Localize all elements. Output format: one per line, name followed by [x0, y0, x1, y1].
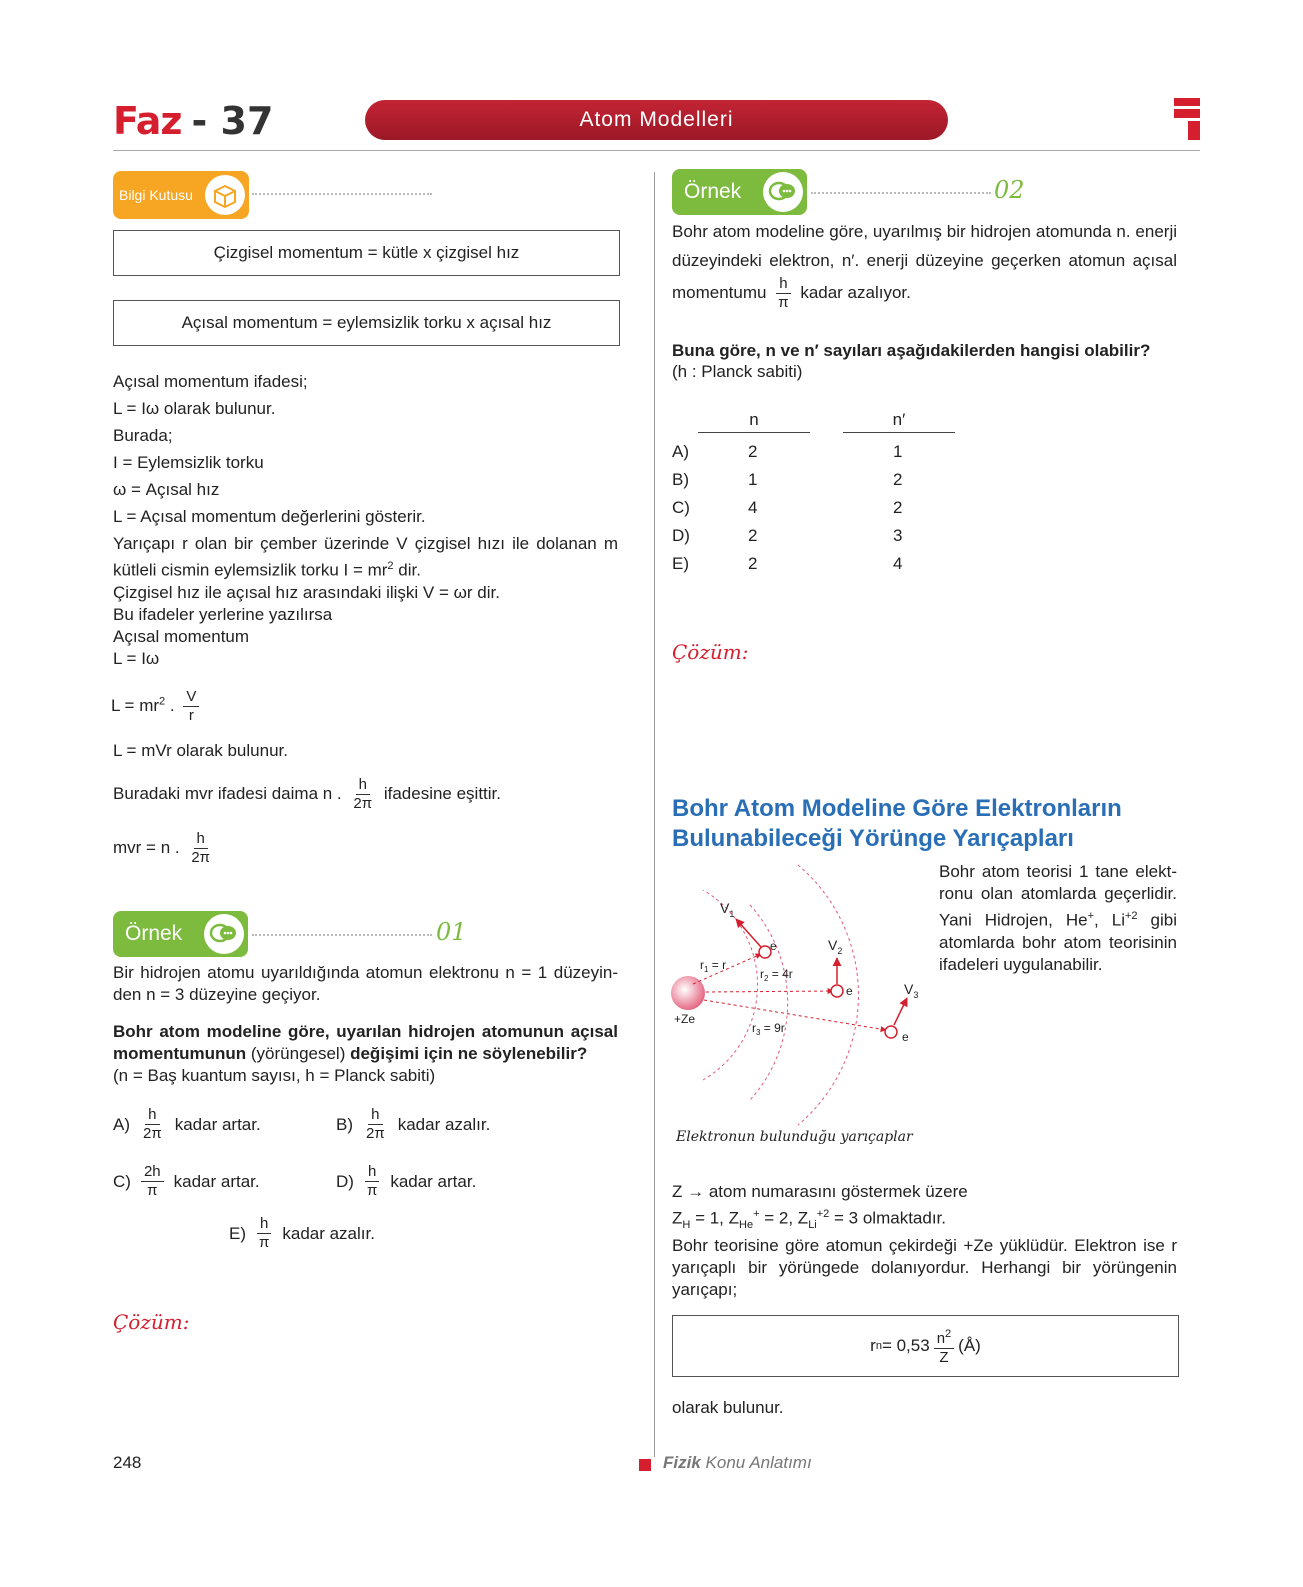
equation-2: L = mVr olarak bulunur. [113, 741, 288, 760]
ornek-01-label: Örnek [125, 922, 183, 945]
z-c: = 2, Z [759, 1208, 809, 1228]
logo-word: Faz [113, 99, 182, 143]
eq3-num: h [356, 776, 370, 795]
equation-4 [113, 830, 217, 867]
z-li-sup: +2 [816, 1208, 830, 1220]
bilgi-kutusu-label: Bilgi Kutusu [119, 187, 193, 203]
cozum-label-1: Çözüm: [113, 1310, 190, 1334]
side-sup-1: + [1087, 910, 1094, 922]
frac-den: π [366, 1182, 378, 1199]
eq3-den: 2π [353, 795, 373, 812]
q1-part-a: Bohr atom modeline göre, uyarılan hidrojen atomunun açısal momentumunun [113, 1022, 618, 1063]
logo-number: - 37 [191, 99, 274, 143]
ornek-02-badge [672, 169, 807, 215]
header-rule [113, 150, 1200, 151]
equation-3 [113, 776, 501, 813]
side-text-c: gibi atomlarda bohr atom teorisinin ifadeleri uygulanabilir. [939, 910, 1177, 974]
ornek-01-note: (n = Baş kuantum sayısı, h = Planck sabiti) [113, 1066, 436, 1085]
eq4-den: 2π [191, 849, 211, 866]
column-divider [654, 172, 655, 1457]
frac-num: h [368, 1106, 382, 1125]
table-row[interactable] [672, 554, 972, 582]
row-n: 1 [748, 470, 758, 489]
option-fraction [364, 1163, 380, 1200]
nucleus-label: +Ze [674, 1012, 696, 1026]
option-text: kadar azalır. [282, 1223, 375, 1243]
formula-unit: (Å) [958, 1336, 981, 1355]
velocity-1 [736, 919, 761, 947]
row-letter: A) [672, 442, 689, 461]
e1-label: e [770, 939, 777, 953]
frac-den: 2π [366, 1125, 385, 1142]
formula-sub: n [875, 1340, 882, 1352]
line-6: L = Açısal momentum değerlerini gösterir. [113, 507, 426, 526]
radius-3 [704, 1000, 886, 1030]
option-fraction [363, 1106, 388, 1143]
formula-coef: = 0,53 [881, 1336, 930, 1355]
row-letter: C) [672, 498, 690, 517]
page-number: 248 [113, 1453, 142, 1472]
q1-part-b: (yörüngesel) [246, 1044, 351, 1063]
formula-num-sup: 2 [945, 1328, 952, 1340]
eq4-num: h [194, 830, 208, 849]
z-h-sub: H [682, 1219, 691, 1232]
diagram-caption: Elektronun bulunduğu yarıçaplar [676, 1129, 913, 1145]
paragraph-inertia [113, 533, 618, 582]
formula-num [934, 1325, 954, 1349]
row-n: 4 [748, 498, 758, 517]
ornek-01-question [113, 1021, 618, 1065]
para2: Çizgisel hız ile açısal hız arasındaki ilişki V = ωr dir. [113, 583, 500, 602]
option-text: kadar artar. [173, 1171, 260, 1191]
row-n: 2 [748, 442, 758, 461]
eq3-text: Buradaki mvr ifadesi daima n . [113, 783, 342, 803]
radius-formula-box [672, 1315, 1179, 1377]
side-text-b: , Li [1094, 910, 1125, 930]
table-row[interactable] [672, 498, 972, 526]
electron-2 [831, 985, 843, 997]
v1-label: $V_1$ [720, 900, 735, 919]
line-1: Açısal momentum ifadesi; [113, 372, 308, 391]
side-sup-2: +2 [1124, 910, 1138, 922]
line-4: I = Eylemsizlik torku [113, 453, 264, 472]
ornek-02-text [672, 217, 1177, 312]
page-title: Atom Modelleri [365, 100, 948, 140]
formula-num-n: n [936, 1330, 946, 1347]
option-text: kadar azalır. [397, 1114, 491, 1134]
eq4-text: mvr = n . [113, 837, 180, 857]
frac-den: π [259, 1234, 270, 1251]
ornek-02-number: 02 [994, 176, 1025, 204]
ornek-01-text: Bir hidrojen atomu uyarıldığında atomun elektronu n = 1 düzeyin-den n = 3 düzeyine geçiyor. [113, 963, 618, 1004]
frac-den: 2π [143, 1125, 162, 1142]
frac-num: h [365, 1163, 379, 1182]
r3-label: $r_3 = 9r$ [752, 1021, 785, 1037]
fraction-v-over-r [183, 688, 199, 725]
v2-label: $V_2$ [828, 937, 843, 956]
table-row[interactable] [672, 526, 972, 554]
line-2: L = Iω olarak bulunur. [113, 399, 276, 418]
section-heading [672, 794, 1122, 854]
row-n-prime: 1 [893, 442, 903, 461]
paragraph-relations [113, 582, 623, 670]
bohr-paragraph: Bohr teorisine göre atomun çekirdeği +Ze yüklüdür. Elektron ise r yarıçaplı bir yörüngede dolanıyordur. Herhangi bir yörüngenin yarıçapı; [672, 1236, 1177, 1299]
line-5: ω = Açısal hız [113, 480, 220, 499]
option-e[interactable] [229, 1215, 375, 1252]
footer-brand-rest: Konu Anlatımı [700, 1453, 812, 1472]
faz-logo [113, 98, 273, 144]
velocity-3 [894, 998, 907, 1025]
heading-line-1: Bohr Atom Modeline Göre Elektronların [672, 795, 1122, 822]
radius-2 [706, 991, 833, 992]
formula-den: Z [939, 1349, 949, 1366]
option-letter: D) [336, 1171, 354, 1191]
eq1-dot: . [165, 695, 175, 715]
footer-square-icon [639, 1459, 651, 1471]
option-text: kadar artar. [390, 1171, 477, 1191]
frac-num: 2h [141, 1163, 164, 1182]
closing-text: olarak bulunur. [672, 1398, 784, 1417]
line-3: Burada; [113, 426, 173, 445]
row-n-prime: 2 [893, 498, 903, 517]
row-letter: D) [672, 526, 690, 545]
option-c[interactable] [113, 1163, 260, 1200]
col-header-n: n [698, 410, 810, 433]
ornek-02-text-a: Bohr atom modeline göre, uyarılmış bir hidrojen atomunda n. enerji düzeyindeki elektron, n′. enerji düzeyine geçerken atomun açısal momentumu [672, 222, 1177, 302]
dotted-line [252, 934, 432, 936]
footer-brand [663, 1453, 812, 1473]
ornek-02-label: Örnek [684, 180, 742, 203]
bohr-orbit-diagram [668, 860, 938, 1130]
frac-num: h [257, 1215, 271, 1234]
ornek-02-note: (h : Planck sabiti) [672, 362, 803, 381]
frac-den: π [778, 294, 789, 311]
z-he-sup: + [753, 1208, 760, 1220]
frac-den: π [147, 1182, 158, 1199]
ornek-01-number: 01 [436, 918, 467, 946]
speech-bubbles-icon [204, 914, 244, 954]
row-n: 2 [748, 526, 758, 545]
para5: L = Iω [113, 649, 160, 668]
eq1-left: L = mr [111, 695, 160, 715]
dotted-line [252, 193, 432, 195]
table-row[interactable] [672, 470, 972, 498]
heading-line-2: Bulunabileceği Yörünge Yarıçapları [672, 825, 1074, 852]
z-a: Z [672, 1208, 683, 1228]
option-fraction [141, 1163, 164, 1200]
table-row[interactable] [672, 442, 972, 470]
linear-momentum-box: Çizgisel momentum = kütle x çizgisel hız [113, 230, 620, 276]
cozum-label-2: Çözüm: [672, 640, 749, 664]
frac-num: h [145, 1106, 159, 1125]
z-he-sub: He [739, 1219, 754, 1232]
eq1-num: V [183, 688, 199, 707]
row-letter: E) [672, 554, 689, 573]
option-letter: B) [336, 1114, 353, 1134]
e3-label: e [902, 1030, 909, 1044]
option-d[interactable] [336, 1163, 476, 1200]
para1-sup: 2 [387, 560, 394, 572]
z-line: Z → atom numarasını göstermek üzere [672, 1182, 968, 1201]
z-li-sub: Li [808, 1219, 817, 1232]
option-fraction [140, 1106, 165, 1143]
frac-num: h [776, 275, 790, 294]
electron-3 [885, 1026, 897, 1038]
option-letter: C) [113, 1171, 131, 1191]
row-letter: B) [672, 470, 689, 489]
dotted-line [811, 192, 991, 194]
row-n: 2 [748, 554, 758, 573]
option-letter: E) [229, 1223, 246, 1243]
ornek-02-question: Buna göre, n ve n′ sayıları aşağıdakilerden hangisi olabilir? [672, 341, 1151, 360]
z-values [672, 1208, 946, 1231]
eq3-tail: ifadesine eşittir. [383, 783, 502, 803]
row-n-prime: 4 [893, 554, 903, 573]
row-n-prime: 2 [893, 470, 903, 489]
e2-label: e [846, 984, 853, 998]
fraction-h-over-pi [775, 275, 791, 312]
answer-table [672, 442, 972, 582]
formula-fraction [934, 1325, 954, 1367]
z-d: = 3 olmaktadır. [829, 1208, 946, 1228]
fraction-h-over-2pi [350, 776, 375, 813]
para1-tail: dir. [393, 560, 421, 580]
option-text: kadar artar. [174, 1114, 261, 1134]
angular-momentum-box: Açısal momentum = eylemsizlik torku x açısal hız [113, 300, 620, 346]
option-b[interactable] [336, 1106, 490, 1143]
option-letter: A) [113, 1114, 130, 1134]
para3: Bu ifadeler yerlerine yazılırsa [113, 605, 333, 624]
col-header-n-prime: n′ [843, 410, 955, 433]
z-b: = 1, Z [690, 1208, 740, 1228]
r1-label: $r_1 = r$ [700, 958, 727, 974]
bohr-side-text [939, 861, 1177, 976]
ornek-02-text-b: kadar azalıyor. [800, 282, 911, 302]
option-a[interactable] [113, 1106, 261, 1143]
para1-text: Yarıçapı r olan bir çember üzerinde V çizgisel hızı ile dolanan m kütleli cismin eylemsizlik torku I = mr [113, 534, 618, 580]
formula-r: r [870, 1336, 876, 1355]
eq1-sup: 2 [159, 695, 166, 708]
speech-bubbles-icon [763, 172, 803, 212]
row-n-prime: 3 [893, 526, 903, 545]
ornek-01-badge [113, 911, 248, 957]
eq1-den: r [188, 707, 194, 724]
equation-1 [111, 688, 203, 725]
q1-part-c: değişimi için ne söylenebilir? [350, 1044, 588, 1063]
option-fraction [256, 1215, 272, 1252]
side-text-a: Bohr atom teorisi 1 tane elekt-ronu olan atomlarda geçerlidir. Yani Hidrojen, He [939, 862, 1177, 930]
v3-label: $V_3$ [904, 981, 919, 1000]
bilgi-kutusu-badge [113, 171, 249, 219]
definitions-list [113, 368, 623, 530]
corner-logo-icon [1174, 98, 1200, 140]
para4: Açısal momentum [113, 627, 250, 646]
box-icon [205, 175, 245, 215]
r2-label: $r_2 = 4r$ [760, 967, 793, 983]
footer-brand-bold: Fizik [663, 1453, 701, 1472]
fraction-h-over-2pi-2 [188, 830, 213, 867]
